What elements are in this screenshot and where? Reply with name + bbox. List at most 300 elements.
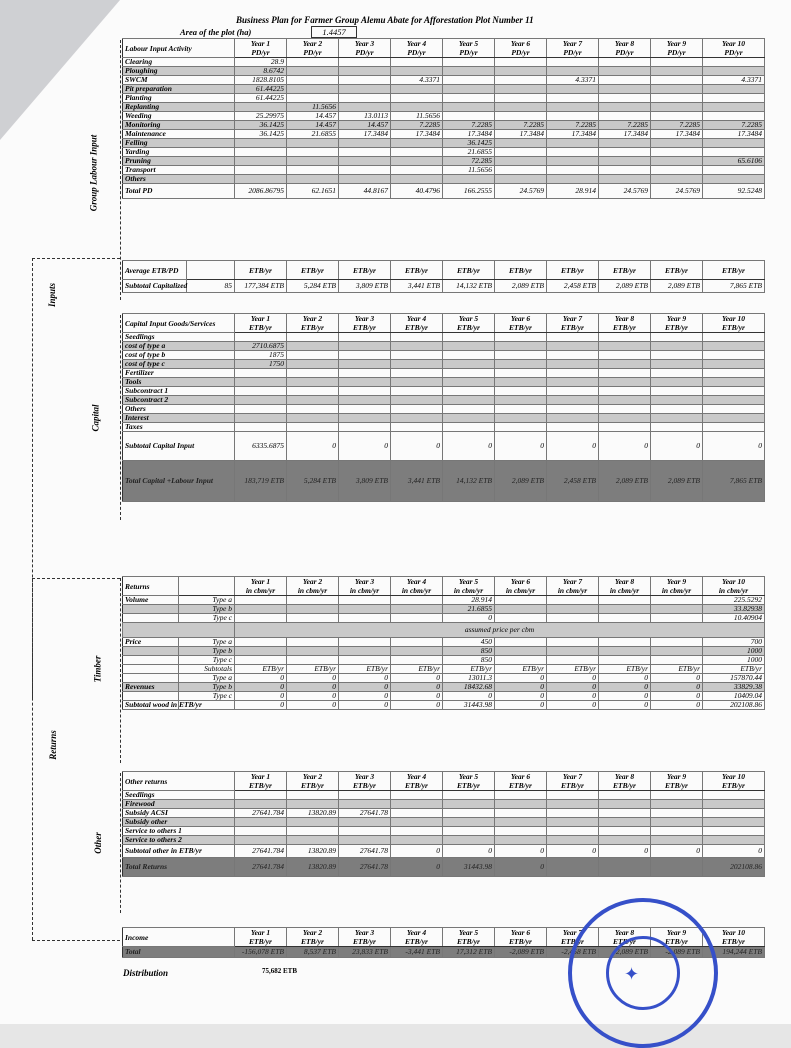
- timber-returns-table: [122, 576, 765, 710]
- labour-row: [123, 166, 765, 175]
- labour-row: [123, 175, 765, 184]
- table-cell: [703, 405, 765, 414]
- table-cell: [391, 175, 443, 184]
- table-cell: [651, 58, 703, 67]
- capital-row: [123, 414, 765, 423]
- table-cell: Type b: [179, 683, 235, 692]
- table-cell: [339, 836, 391, 845]
- table-cell: 0: [495, 674, 547, 683]
- table-cell: [443, 85, 495, 94]
- table-cell: [443, 791, 495, 800]
- table-cell: [495, 809, 547, 818]
- table-cell: [651, 103, 703, 112]
- table-cell: [651, 166, 703, 175]
- table-cell: 61.44225: [235, 94, 287, 103]
- table-cell: 2,458 ETB: [547, 280, 599, 293]
- table-cell: ETB/yr: [703, 261, 765, 280]
- table-cell: [391, 809, 443, 818]
- table-cell: [703, 58, 765, 67]
- row-label: Planting: [123, 94, 235, 103]
- table-cell: Year 9 ETB/yr: [651, 772, 703, 791]
- table-cell: [391, 818, 443, 827]
- table-cell: [339, 818, 391, 827]
- table-cell: 0: [703, 432, 765, 461]
- table-cell: 3,441 ETB: [391, 280, 443, 293]
- capital-row: [123, 423, 765, 432]
- table-cell: Year 1 in cbm/yr: [235, 577, 287, 596]
- table-cell: 2,089 ETB: [599, 280, 651, 293]
- table-cell: [547, 596, 599, 605]
- table-cell: [651, 858, 703, 877]
- table-cell: 36.1425: [443, 139, 495, 148]
- table-cell: [703, 175, 765, 184]
- table-cell: 7.2285: [443, 121, 495, 130]
- table-cell: 17.3484: [443, 130, 495, 139]
- table-cell: [599, 396, 651, 405]
- table-cell: [391, 647, 443, 656]
- table-cell: [651, 638, 703, 647]
- table-cell: 0: [339, 683, 391, 692]
- other-row: [123, 791, 765, 800]
- table-cell: 0: [391, 432, 443, 461]
- folded-corner: [0, 0, 120, 140]
- table-cell: [599, 103, 651, 112]
- table-cell: 3,441 ETB: [391, 461, 443, 502]
- table-cell: [339, 166, 391, 175]
- table-cell: 14.457: [287, 112, 339, 121]
- table-cell: 0: [547, 683, 599, 692]
- row-label: [123, 647, 179, 656]
- table-cell: [235, 175, 287, 184]
- table-cell: 24.5769: [495, 184, 547, 199]
- table-cell: [651, 809, 703, 818]
- table-cell: 17.3484: [651, 130, 703, 139]
- table-cell: [443, 800, 495, 809]
- table-cell: Year 9 in cbm/yr: [651, 577, 703, 596]
- row-label: Subtotal Capitalized: [123, 280, 187, 293]
- table-cell: [547, 94, 599, 103]
- table-cell: [651, 157, 703, 166]
- table-cell: [443, 175, 495, 184]
- timber-bracket: [120, 578, 121, 763]
- timber-header-row: [123, 577, 765, 596]
- table-cell: [443, 94, 495, 103]
- table-cell: 8,537 ETB: [287, 947, 339, 958]
- table-cell: [287, 836, 339, 845]
- table-cell: Year 10 ETB/yr: [703, 928, 765, 947]
- labour-header-row: [123, 39, 765, 58]
- table-cell: [391, 360, 443, 369]
- table-cell: [235, 148, 287, 157]
- table-cell: [547, 85, 599, 94]
- revenue-row: [123, 692, 765, 701]
- table-cell: Year 5 ETB/yr: [443, 772, 495, 791]
- table-cell: [339, 157, 391, 166]
- table-cell: [599, 405, 651, 414]
- table-cell: [495, 67, 547, 76]
- table-cell: [235, 423, 287, 432]
- table-cell: 700: [703, 638, 765, 647]
- row-label: Other returns: [123, 772, 235, 791]
- table-cell: [443, 351, 495, 360]
- table-cell: Year 1 PD/yr: [235, 39, 287, 58]
- row-label: Others: [123, 405, 235, 414]
- table-cell: [235, 166, 287, 175]
- table-cell: 0: [599, 692, 651, 701]
- table-cell: Year 6 ETB/yr: [495, 314, 547, 333]
- table-cell: [339, 414, 391, 423]
- table-cell: 7.2285: [495, 121, 547, 130]
- table-cell: Year 3 ETB/yr: [339, 928, 391, 947]
- table-cell: [547, 387, 599, 396]
- table-cell: 0: [651, 845, 703, 858]
- table-cell: [495, 638, 547, 647]
- table-cell: 0: [443, 432, 495, 461]
- capital-row: [123, 333, 765, 342]
- table-cell: Year 1 ETB/yr: [235, 772, 287, 791]
- table-cell: [287, 157, 339, 166]
- table-cell: 0: [495, 432, 547, 461]
- table-cell: Year 2 in cbm/yr: [287, 577, 339, 596]
- table-cell: [391, 800, 443, 809]
- table-cell: [339, 405, 391, 414]
- row-label: SWCM: [123, 76, 235, 85]
- labour-row: [123, 58, 765, 67]
- table-cell: [703, 396, 765, 405]
- table-cell: [547, 333, 599, 342]
- table-cell: [339, 360, 391, 369]
- table-cell: 2,089 ETB: [599, 461, 651, 502]
- table-cell: [495, 423, 547, 432]
- table-cell: 62.1651: [287, 184, 339, 199]
- labour-row: [123, 85, 765, 94]
- table-cell: [495, 836, 547, 845]
- table-cell: 27641.78: [339, 845, 391, 858]
- table-cell: [651, 800, 703, 809]
- table-cell: [443, 58, 495, 67]
- capital-row: [123, 378, 765, 387]
- table-cell: 33829.38: [703, 683, 765, 692]
- table-cell: 17.3484: [339, 130, 391, 139]
- table-cell: [703, 369, 765, 378]
- other-returns-table: [122, 771, 765, 877]
- table-cell: 0: [443, 692, 495, 701]
- table-cell: 1000: [703, 656, 765, 665]
- table-cell: [703, 139, 765, 148]
- table-cell: 25.29975: [235, 112, 287, 121]
- table-cell: 7,865 ETB: [703, 280, 765, 293]
- table-cell: [599, 58, 651, 67]
- row-label: Service to others 2: [123, 836, 235, 845]
- table-cell: Type b: [179, 605, 235, 614]
- table-cell: [287, 647, 339, 656]
- table-cell: [599, 175, 651, 184]
- capital-row: [123, 351, 765, 360]
- labour-row: [123, 130, 765, 139]
- table-cell: Year 5 ETB/yr: [443, 928, 495, 947]
- returns-bracket-bottom: [32, 940, 120, 941]
- row-label: Subcontract 1: [123, 387, 235, 396]
- table-cell: 225.5292: [703, 596, 765, 605]
- table-cell: [339, 333, 391, 342]
- table-cell: [547, 360, 599, 369]
- labour-row: [123, 184, 765, 199]
- capital-subtotal-row: [123, 432, 765, 461]
- table-cell: Year 8 ETB/yr: [599, 314, 651, 333]
- table-cell: 10409.04: [703, 692, 765, 701]
- table-cell: Year 2 ETB/yr: [287, 314, 339, 333]
- table-cell: [651, 85, 703, 94]
- table-cell: [703, 103, 765, 112]
- capital-row: [123, 405, 765, 414]
- table-cell: 4.3371: [391, 76, 443, 85]
- table-cell: [599, 614, 651, 623]
- row-label: Total PD: [123, 184, 235, 199]
- table-cell: [547, 858, 599, 877]
- table-cell: 7.2285: [703, 121, 765, 130]
- table-cell: [703, 166, 765, 175]
- table-cell: Year 8 ETB/yr: [599, 772, 651, 791]
- table-cell: [287, 378, 339, 387]
- table-cell: [391, 378, 443, 387]
- table-cell: 0: [287, 674, 339, 683]
- table-cell: 36.1425: [235, 121, 287, 130]
- table-cell: [391, 157, 443, 166]
- table-cell: [599, 351, 651, 360]
- table-cell: Year 3 ETB/yr: [339, 772, 391, 791]
- table-cell: 0: [599, 683, 651, 692]
- table-cell: [547, 157, 599, 166]
- table-cell: ETB/yr: [599, 665, 651, 674]
- table-cell: [391, 423, 443, 432]
- table-cell: Year 5 PD/yr: [443, 39, 495, 58]
- labour-bracket: [120, 40, 121, 300]
- table-cell: [599, 148, 651, 157]
- table-cell: [235, 596, 287, 605]
- table-cell: [339, 396, 391, 405]
- other-row: [123, 818, 765, 827]
- row-label: Maintenance: [123, 130, 235, 139]
- table-cell: -3,441 ETB: [391, 947, 443, 958]
- row-label: Replanting: [123, 103, 235, 112]
- table-cell: -156,078 ETB: [235, 947, 287, 958]
- table-cell: ETB/yr: [547, 665, 599, 674]
- table-cell: 1875: [235, 351, 287, 360]
- table-cell: 4.3371: [547, 76, 599, 85]
- table-cell: 0: [547, 692, 599, 701]
- table-cell: [703, 85, 765, 94]
- row-label: Pit preparation: [123, 85, 235, 94]
- table-cell: [495, 342, 547, 351]
- table-cell: Year 7 PD/yr: [547, 39, 599, 58]
- table-cell: [443, 387, 495, 396]
- table-cell: Year 6 ETB/yr: [495, 772, 547, 791]
- labour-cost-table: [122, 260, 765, 293]
- table-cell: [495, 360, 547, 369]
- table-cell: [391, 405, 443, 414]
- group-labour-side-label: Group Labour Input: [88, 134, 99, 212]
- table-cell: [235, 638, 287, 647]
- table-cell: 72.285: [443, 157, 495, 166]
- table-cell: [547, 791, 599, 800]
- table-cell: [495, 791, 547, 800]
- table-cell: 1000: [703, 647, 765, 656]
- table-cell: 0: [547, 701, 599, 710]
- table-cell: Type a: [179, 596, 235, 605]
- table-cell: 0: [339, 692, 391, 701]
- table-cell: 13820.89: [287, 845, 339, 858]
- table-cell: 177,384 ETB: [235, 280, 287, 293]
- table-cell: Year 3 PD/yr: [339, 39, 391, 58]
- table-cell: 0: [287, 701, 339, 710]
- wood-subtotal-row: [123, 701, 765, 710]
- row-label: Others: [123, 175, 235, 184]
- table-cell: [443, 378, 495, 387]
- table-cell: [703, 423, 765, 432]
- row-label: Subsidy other: [123, 818, 235, 827]
- table-cell: Year 4 ETB/yr: [391, 772, 443, 791]
- table-cell: [547, 638, 599, 647]
- table-cell: [703, 333, 765, 342]
- table-cell: 2086.86795: [235, 184, 287, 199]
- table-cell: [443, 818, 495, 827]
- table-cell: [235, 157, 287, 166]
- timber-side-label: Timber: [92, 655, 103, 683]
- table-cell: [391, 139, 443, 148]
- table-cell: [599, 800, 651, 809]
- table-cell: 27641.78: [339, 809, 391, 818]
- row-label: Subcontract 2: [123, 396, 235, 405]
- table-cell: 0: [391, 683, 443, 692]
- row-label: Fertilizer: [123, 369, 235, 378]
- table-cell: 166.2555: [443, 184, 495, 199]
- table-cell: 0: [287, 692, 339, 701]
- table-cell: 14.457: [339, 121, 391, 130]
- table-cell: [339, 827, 391, 836]
- table-cell: [599, 369, 651, 378]
- table-cell: [651, 351, 703, 360]
- table-cell: 8.6742: [235, 67, 287, 76]
- row-label: Transport: [123, 166, 235, 175]
- table-cell: [651, 94, 703, 103]
- table-cell: Year 7 ETB/yr: [547, 772, 599, 791]
- table-cell: 28.914: [547, 184, 599, 199]
- table-cell: [495, 818, 547, 827]
- table-cell: 17.3484: [599, 130, 651, 139]
- table-cell: [235, 791, 287, 800]
- table-cell: 0: [651, 674, 703, 683]
- returns-side-label: Returns: [47, 730, 58, 760]
- table-cell: 14.457: [287, 121, 339, 130]
- table-cell: [287, 614, 339, 623]
- table-cell: [339, 423, 391, 432]
- table-cell: [651, 333, 703, 342]
- table-cell: 65.6106: [703, 157, 765, 166]
- table-cell: 202108.86: [703, 701, 765, 710]
- table-cell: [495, 175, 547, 184]
- table-cell: [443, 76, 495, 85]
- table-cell: [235, 827, 287, 836]
- row-label: Total: [123, 947, 235, 958]
- table-cell: [287, 827, 339, 836]
- table-cell: [651, 76, 703, 85]
- table-cell: [703, 360, 765, 369]
- table-cell: ETB/yr: [651, 261, 703, 280]
- table-cell: [391, 58, 443, 67]
- table-cell: 6335.6875: [235, 432, 287, 461]
- table-cell: [495, 103, 547, 112]
- row-label: Interest: [123, 414, 235, 423]
- table-cell: [547, 396, 599, 405]
- table-cell: [235, 647, 287, 656]
- table-cell: 17.3484: [547, 130, 599, 139]
- table-cell: [547, 369, 599, 378]
- labour-row: [123, 121, 765, 130]
- table-cell: [443, 827, 495, 836]
- row-label: [123, 665, 179, 674]
- table-cell: [651, 396, 703, 405]
- table-cell: [495, 596, 547, 605]
- table-cell: 61.44225: [235, 85, 287, 94]
- table-cell: [703, 800, 765, 809]
- capital-row: [123, 360, 765, 369]
- table-cell: ETB/yr: [443, 665, 495, 674]
- table-cell: [547, 148, 599, 157]
- row-label: Returns: [123, 577, 179, 596]
- row-label: Firewood: [123, 800, 235, 809]
- table-cell: [599, 378, 651, 387]
- table-cell: [339, 175, 391, 184]
- table-cell: 0: [495, 692, 547, 701]
- table-cell: 27641.784: [235, 858, 287, 877]
- table-cell: Year 7 ETB/yr: [547, 928, 599, 947]
- area-value: 1.4457: [311, 26, 357, 38]
- table-cell: [599, 414, 651, 423]
- row-label: Weeding: [123, 112, 235, 121]
- table-cell: 21.6855: [443, 148, 495, 157]
- table-cell: [339, 94, 391, 103]
- table-cell: [599, 76, 651, 85]
- table-cell: 194,244 ETB: [703, 947, 765, 958]
- table-cell: [495, 800, 547, 809]
- table-cell: [651, 148, 703, 157]
- table-cell: [495, 148, 547, 157]
- table-cell: [547, 647, 599, 656]
- table-cell: [651, 791, 703, 800]
- table-cell: 2,089 ETB: [651, 461, 703, 502]
- capital-row: [123, 342, 765, 351]
- row-label: Volume: [123, 596, 179, 605]
- table-cell: 0: [443, 614, 495, 623]
- table-cell: [339, 67, 391, 76]
- table-cell: [187, 261, 235, 280]
- table-cell: 27641.784: [235, 809, 287, 818]
- table-cell: 31443.98: [443, 701, 495, 710]
- table-cell: 27641.784: [235, 845, 287, 858]
- row-label: [123, 656, 179, 665]
- table-cell: 1828.8105: [235, 76, 287, 85]
- table-cell: 0: [599, 432, 651, 461]
- row-label: cost of type a: [123, 342, 235, 351]
- row-label: Total Capital +Labour Input: [123, 461, 235, 502]
- table-cell: 0: [391, 845, 443, 858]
- table-cell: [651, 836, 703, 845]
- table-cell: Year 9 PD/yr: [651, 39, 703, 58]
- table-cell: [495, 827, 547, 836]
- table-cell: Year 10 PD/yr: [703, 39, 765, 58]
- table-cell: 3,809 ETB: [339, 461, 391, 502]
- table-cell: -2,089 ETB: [599, 947, 651, 958]
